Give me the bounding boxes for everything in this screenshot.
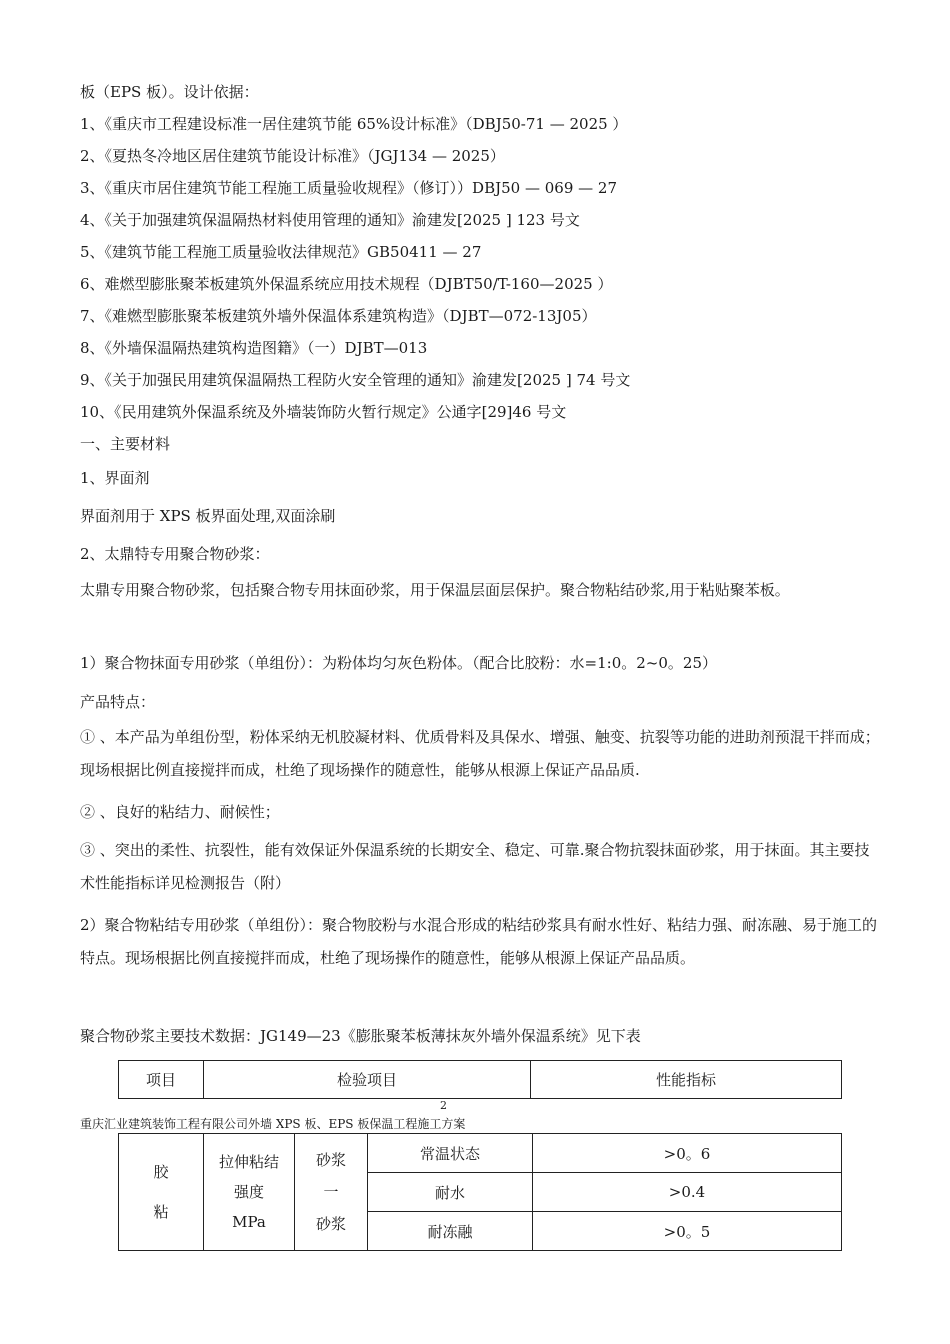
ref-2: 2、《夏热冬冷地区居住建筑节能设计标准》（JGJ134 — 2025） xyxy=(80,147,505,165)
ref-4: 4、《关于加强建筑保温隔热材料使用管理的通知》渝建发[2025 ] 123 号文 xyxy=(80,211,580,229)
paragraph: 产品特点： xyxy=(80,693,156,711)
ref-8: 8、《外墙保温隔热建筑构造图籍》（一）DJBT—013 xyxy=(80,339,428,357)
paragraph: 2）聚合物粘结专用砂浆（单组份）：聚合物胶粉与水混合形成的粘结砂浆具有耐水性好、粘结力强、耐冻融、易于施工的特点。现场根据比例直接搅拌而成，杜绝了现场操作的随意性，能够从根源上保证产品品质。 xyxy=(80,916,878,967)
paragraph: ② 、良好的粘结力、耐候性； xyxy=(80,803,280,821)
header-test-item: 检验项目 xyxy=(204,1061,531,1099)
category-cell: 胶 粘 xyxy=(119,1134,204,1251)
paragraph: 聚合物砂浆主要技术数据：JG149—23《膨胀聚苯板薄抹灰外墙外保温系统》见下表 xyxy=(80,1027,641,1045)
ref-3: 3、《重庆市居住建筑节能工程施工质量验收规程》（修订））DBJ50 — 069 — 27 xyxy=(80,179,617,197)
ref-10: 10、《民用建筑外保温系统及外墙装饰防火暂行规定》公通字[29]46 号文 xyxy=(80,403,567,421)
header-item: 项目 xyxy=(119,1061,204,1099)
paragraph: ① 、本产品为单组份型，粉体采纳无机胶凝材料、优质骨料及具保水、增强、触变、抗裂等功能的进助剂预混干拌而成；现场根据比例直接搅拌而成，杜绝了现场操作的随意性，能够从根源上保证产品品质. xyxy=(80,728,880,779)
paragraph: 太鼎专用聚合物砂浆，包括聚合物专用抹面砂浆，用于保温层面层保护。聚合物粘结砂浆,用于粘贴聚苯板。 xyxy=(80,581,790,599)
value-cell: >0。6 xyxy=(533,1134,842,1173)
text-line: 界面剂用于 XPS 板界面处理,双面涂刷 xyxy=(80,507,336,525)
paragraph: ③ 、突出的柔性、抗裂性，能有效保证外保温系统的长期安全、稳定、可靠.聚合物抗裂抹面砂浆，用于抹面。其主要技术性能指标详见检测报告（附） xyxy=(80,841,870,892)
spec-table-header xyxy=(118,1060,842,1099)
value-cell: >0。5 xyxy=(533,1212,842,1251)
ref-6: 6、难燃型膨胀聚苯板建筑外保温系统应用技术规程（DJBT50/T-160—2025 ） xyxy=(80,275,613,293)
ref-7: 7、《难燃型膨胀聚苯板建筑外墙外保温体系建筑构造》（DJBT—072-13J05） xyxy=(80,307,597,325)
spec-table-body xyxy=(118,1133,842,1251)
ref-1: 1、《重庆市工程建设标准一居住建筑节能 65%设计标准》（DBJ50-71 — 2025 ） xyxy=(80,115,628,133)
subheading-2: 2、太鼎特专用聚合物砂浆： xyxy=(80,545,270,563)
strength-cell: 拉伸粘结 强度 MPa xyxy=(204,1134,295,1251)
section-heading: 一、主要材料 xyxy=(80,435,171,453)
header-performance: 性能指标 xyxy=(531,1061,842,1099)
condition-cell: 常温状态 xyxy=(368,1134,533,1173)
condition-cell: 耐水 xyxy=(368,1173,533,1212)
line-0: 板（EPS 板）。设计依据： xyxy=(80,83,259,101)
paragraph: 1）聚合物抹面专用砂浆（单组份）：为粉体均匀灰色粉体。（配合比胶粉：水=1:0。2~0。25） xyxy=(80,654,717,672)
ref-5: 5、《建筑节能工程施工质量验收法律规范》GB50411 — 27 xyxy=(80,243,482,261)
page-number: 2 xyxy=(440,1099,447,1112)
page-footer: 重庆汇业建筑装饰工程有限公司外墙 XPS 板、EPS 板保温工程施工方案 xyxy=(80,1117,466,1131)
subheading-1: 1、界面剂 xyxy=(80,469,150,487)
value-cell: >0.4 xyxy=(533,1173,842,1212)
condition-cell: 耐冻融 xyxy=(368,1212,533,1251)
ref-9: 9、《关于加强民用建筑保温隔热工程防火安全管理的通知》渝建发[2025 ] 74 号文 xyxy=(80,371,631,389)
mortar-cell: 砂浆 一 砂浆 xyxy=(295,1134,368,1251)
